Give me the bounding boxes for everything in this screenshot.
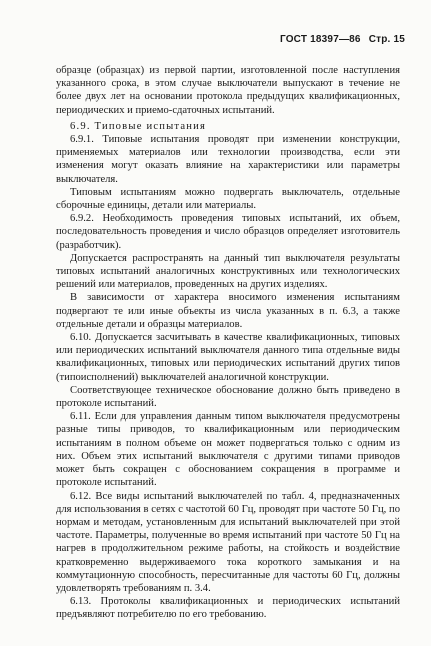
paragraph-6-13: 6.13. Протоколы квалификационных и периодических испытаний предъявляют потребителю по его требованию.	[56, 596, 400, 621]
paragraph-6-12: 6.12. Все виды испытаний выключателей по табл. 4, предназначенных для использования в сетях с частотой 60 Гц, проводят при частоте 50 Гц, по нормам и методам, установленным для испытаний выключателей при этой частоте. Параметры, полученные во время испытаний при частоте 50 Гц на нагрев в продолжительном режиме работы, на стойкость и воздействие кратковременно выдерживаемого тока короткого замыкания и на коммутационную способность, пересчитанные для частоты 60 Гц, должны удовлетворять требованиям п. 3.4.	[56, 490, 400, 594]
paragraph-6-9-2: 6.9.2. Необходимость проведения типовых испытаний, их объем, последовательность проведения и число образцов определяет изготовитель (разработчик).	[56, 213, 400, 251]
paragraph-6-10: 6.10. Допускается засчитывать в качестве квалификационных, типовых или периодических испытаний выключателя данного типа отдельные виды квалификационных, типовых или периодических испытаний других типов (типоисполнений) выключателей аналогичной конструкции.	[56, 332, 400, 383]
paragraph-continuation: образце (образцах) из первой партии, изготовленной после наступления указанного срока, в этом случае выключатели выпускают в течение не более двух лет на основании протокола предыдущих квалификационных, периодических и приемо-сдаточных испытаний.	[56, 65, 400, 116]
standard-number: ГОСТ 18397—86	[279, 34, 361, 45]
section-heading-6-9: 6.9. Типовые испытания	[70, 120, 207, 132]
document-body	[56, 64, 400, 622]
paragraph-6-9-1-note: Типовым испытаниям можно подвергать выключатель, отдельные сборочные единицы, детали или материалы.	[56, 186, 400, 212]
paragraph-6-9-2-allowance: Допускается распространять на данный тип выключателя результаты типовых испытаний аналогичных конструктивных или технологических решений или материалов, проведенных на других изделиях.	[56, 252, 400, 291]
paragraph-6-10-justification: Соответствующее техническое обоснование должно быть приведено в протоколе испытаний.	[56, 384, 400, 410]
paragraph-6-11: 6.11. Если для управления данным типом выключателя предусмотрены разные типы приводов, то квалификационным или периодическим испытаниям в полном объеме он может подвергаться только с одним из них. Объем этих испытаний выключателя с другими типами приводов может быть сокращен с обоснованием сокращения в программе и протоколе испытаний.	[56, 411, 400, 489]
paragraph-6-9-1: 6.9.1. Типовые испытания проводят при изменении конструкции, применяемых материалов или технологии производства, если эти изменения могут оказать влияние на характеристики или параметры выключателя.	[56, 134, 400, 185]
page-header	[280, 33, 405, 46]
page-number: Стр. 15	[368, 34, 405, 45]
paragraph-6-9-2-scope: В зависимости от характера вносимого изменения испытаниям подвергают те или иные объекты из числа указанных в п. 6.3, а также отдельные детали и образцы материалов.	[56, 292, 400, 330]
